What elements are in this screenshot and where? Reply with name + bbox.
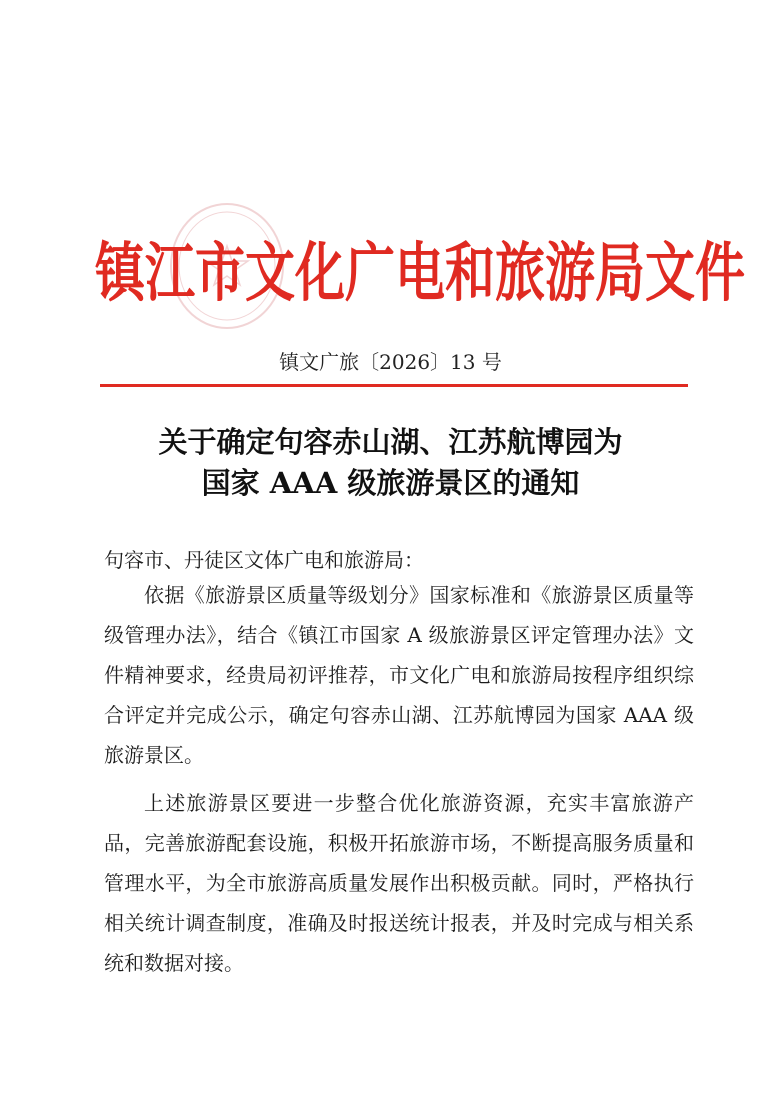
notice-title [0, 422, 781, 504]
title-line-1: 关于确定句容赤山湖、江苏航博园为 [158, 425, 623, 459]
red-separator-rule [100, 384, 688, 387]
salutation: 句容市、丹徒区文体广电和旅游局： [104, 548, 424, 572]
document-number: 镇文广旅〔2026〕13 号 [279, 350, 502, 374]
title-line-2: 国家 AAA 级旅游景区的通知 [201, 466, 580, 500]
body-text [104, 575, 694, 991]
document-masthead: 镇江市文化广电和旅游局文件 [95, 234, 745, 311]
body-paragraph-2: 上述旅游景区要进一步整合优化旅游资源，充实丰富旅游产品，完善旅游配套设施，积极开拓旅游市场，不断提高服务质量和管理水平，为全市旅游高质量发展作出积极贡献。同时，严格执行相关统计调查制度，准确及时报送统计报表，并及时完成与相关系统和数据对接。 [104, 791, 694, 975]
body-paragraph-1: 依据《旅游景区质量等级划分》国家标准和《旅游景区质量等级管理办法》，结合《镇江市国家 A 级旅游景区评定管理办法》文件精神要求，经贵局初评推荐，市文化广电和旅游局按程序组织综合评定并完成公示，确定句容赤山湖、江苏航博园为国家 AAA 级旅游景区。 [104, 583, 694, 767]
